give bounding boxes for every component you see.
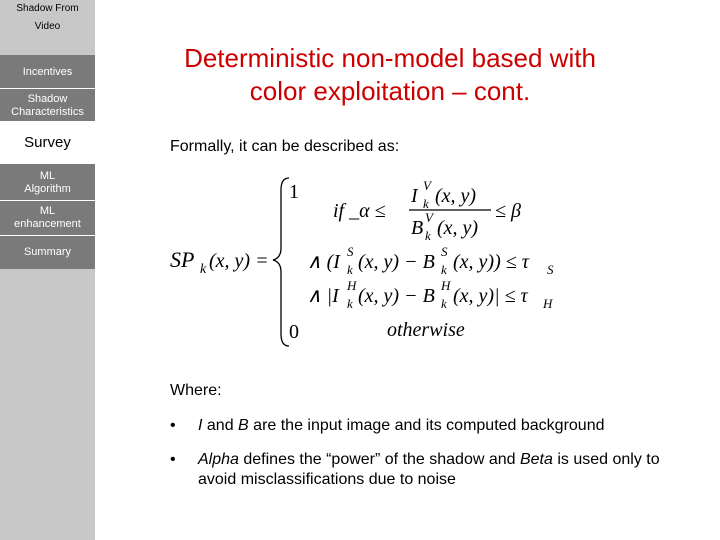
term-alpha: Alpha bbox=[198, 451, 239, 468]
row2-sup2: S bbox=[441, 244, 448, 259]
bullet-text-part: and bbox=[202, 417, 239, 434]
row2-sup: S bbox=[347, 244, 354, 259]
case1-condition-suffix: ≤ β bbox=[495, 200, 521, 222]
row3-start: ∧ |I bbox=[307, 285, 339, 307]
case2-condition: otherwise bbox=[387, 319, 465, 341]
row2-start: ∧ (I bbox=[307, 251, 340, 273]
term-beta: Beta bbox=[519, 451, 553, 468]
bullet-text-part: is used only to avoid misclassifications due to noise bbox=[198, 451, 660, 488]
nav-item-ml-enhancement[interactable] bbox=[0, 201, 95, 236]
nav-item-survey[interactable] bbox=[0, 122, 95, 164]
fraction-numerator: I bbox=[411, 185, 418, 207]
sidebar bbox=[0, 0, 95, 540]
bullet-dot: • bbox=[170, 451, 176, 468]
formula-lhs-args: (x, y) = bbox=[209, 250, 269, 272]
formula-lhs-sub: k bbox=[200, 262, 207, 277]
numerator-sup: V bbox=[423, 178, 431, 193]
shadow-formula bbox=[165, 172, 565, 352]
nav-item-ml-algorithm[interactable] bbox=[0, 164, 95, 201]
slide-title-line2: color exploitation – cont. bbox=[249, 76, 531, 106]
nav-item-label-line2: Characteristics bbox=[11, 106, 84, 118]
row2-end: (x, y)) ≤ τ bbox=[453, 251, 529, 273]
term-i: I bbox=[198, 417, 203, 434]
row2-sub2: k bbox=[441, 262, 447, 277]
nav-item-label-line1: Shadow bbox=[27, 93, 68, 105]
formula-lhs: SP bbox=[170, 247, 195, 272]
bullet-text bbox=[198, 416, 678, 436]
sidebar-title-line1: Shadow From bbox=[16, 3, 79, 14]
left-brace bbox=[273, 178, 289, 346]
bullet-text-part: are the input image and its computed background bbox=[248, 417, 605, 434]
term-b: B bbox=[238, 417, 249, 434]
row3-sup: H bbox=[347, 278, 357, 293]
bullet-text-part: defines the “power” of the shadow and bbox=[238, 451, 520, 468]
intro-text: Formally, it can be described as: bbox=[170, 138, 400, 155]
denominator-sub: k bbox=[425, 228, 431, 243]
slide-title-line1: Deterministic non-model based with bbox=[184, 43, 596, 73]
nav-item-label-line2: Algorithm bbox=[24, 183, 71, 195]
numerator-args: (x, y) bbox=[435, 185, 477, 207]
nav-item-label-line2: enhancement bbox=[14, 218, 81, 230]
denominator-args: (x, y) bbox=[437, 217, 479, 239]
case1-value: 1 bbox=[289, 181, 299, 203]
nav-item-label: Incentives bbox=[22, 66, 73, 78]
nav-item-incentives[interactable] bbox=[0, 55, 95, 89]
bullet-text bbox=[198, 450, 668, 490]
row3-end: (x, y)| ≤ τ bbox=[453, 285, 528, 307]
row3-sub: k bbox=[347, 296, 353, 311]
row3-sup2: H bbox=[441, 278, 451, 293]
nav-item-label-line1: ML bbox=[39, 205, 56, 217]
denominator-sup: V bbox=[425, 210, 433, 225]
fraction-denominator: B bbox=[411, 217, 424, 239]
row2-sub: k bbox=[347, 262, 353, 277]
case1-condition-prefix: if _α ≤ bbox=[333, 200, 386, 222]
where-label: Where: bbox=[170, 382, 222, 399]
row3-tau-sub: H bbox=[543, 296, 553, 311]
sidebar-title-line2: Video bbox=[34, 21, 61, 32]
row2-tau-sub: S bbox=[547, 262, 554, 277]
slide-title bbox=[140, 42, 640, 108]
nav-item-shadow-characteristics[interactable] bbox=[0, 89, 95, 122]
nav-item-label-line1: ML bbox=[39, 170, 56, 182]
row2-mid: (x, y) − B bbox=[358, 251, 435, 273]
nav-item-label: Survey bbox=[24, 134, 71, 151]
case2-value: 0 bbox=[289, 321, 299, 343]
row3-mid: (x, y) − B bbox=[358, 285, 435, 307]
nav-item-label: Summary bbox=[23, 246, 72, 258]
row3-sub2: k bbox=[441, 296, 447, 311]
numerator-sub: k bbox=[423, 196, 429, 211]
nav-item-summary[interactable] bbox=[0, 236, 95, 269]
bullet-dot: • bbox=[170, 417, 176, 434]
